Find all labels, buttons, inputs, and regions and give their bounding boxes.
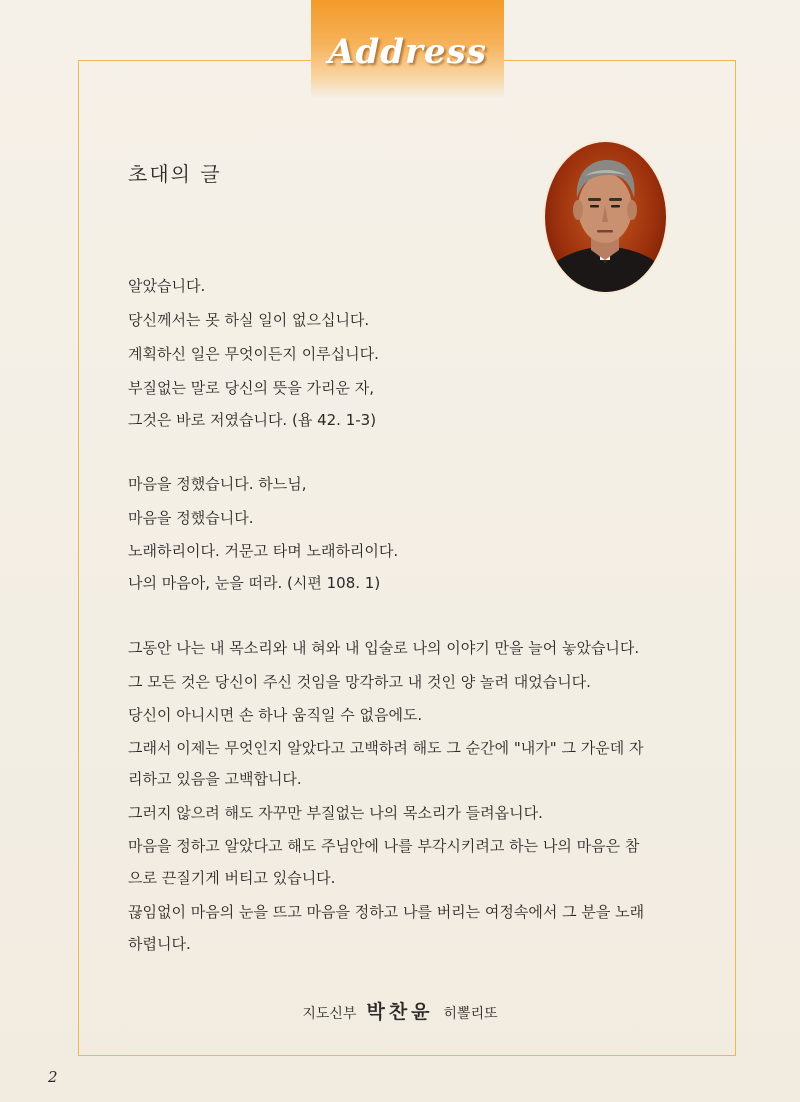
letter-body [128,0,708,1102]
signature [0,997,800,1024]
letter-line: 당신이 아니시면 손 하나 움직일 수 없음에도. [128,706,423,724]
signature-role: 지도신부 [302,1006,357,1022]
section-title: 초대의 글 [128,162,222,186]
letter-line: 으로 끈질기게 버티고 있습니다. [128,869,336,887]
letter-line: 계획하신 일은 무엇이든지 이루십니다. [128,345,379,363]
signature-baptismal-name: 히뽈리또 [443,1006,498,1022]
letter-line: 그동안 나는 내 목소리와 내 혀와 내 입술로 나의 이야기 만을 늘어 놓았습니다. [128,639,640,657]
letter-line: 마음을 정하고 알았다고 해도 주님안에 나를 부각시키려고 하는 나의 마음은 참 [128,837,640,855]
letter-line: 나의 마음아, 눈을 떠라. (시편 108. 1) [128,574,381,592]
letter-line: 그래서 이제는 무엇인지 알았다고 고백하려 해도 그 순간에 "내가" 그 가운데 자 [128,739,644,757]
letter-line: 마음을 정했습니다. 하느님, [128,475,307,493]
signature-name: 박찬윤 [366,1001,434,1023]
letter-line: 알았습니다. [128,277,206,295]
letter-line: 그러지 않으려 해도 자꾸만 부질없는 나의 목소리가 들려옵니다. [128,804,543,822]
letter-line: 리하고 있음을 고백합니다. [128,770,302,788]
letter-line: 그것은 바로 저였습니다. (욥 42. 1-3) [128,411,377,429]
letter-line: 마음을 정했습니다. [128,509,254,527]
letter-line: 노래하리이다. 거문고 타며 노래하리이다. [128,542,399,560]
letter-line: 그 모든 것은 당신이 주신 것임을 망각하고 내 것인 양 놀려 대었습니다. [128,673,591,691]
letter-line: 하렵니다. [128,935,191,953]
letter-line: 당신께서는 못 하실 일이 없으십니다. [128,311,370,329]
letter-line: 끊임없이 마음의 눈을 뜨고 마음을 정하고 나를 버리는 여정속에서 그 분을 노래 [128,903,645,921]
header-title: Address [328,32,487,72]
letter-line: 부질없는 말로 당신의 뜻을 가리운 자, [128,379,374,397]
page-number: 2 [48,1068,58,1086]
